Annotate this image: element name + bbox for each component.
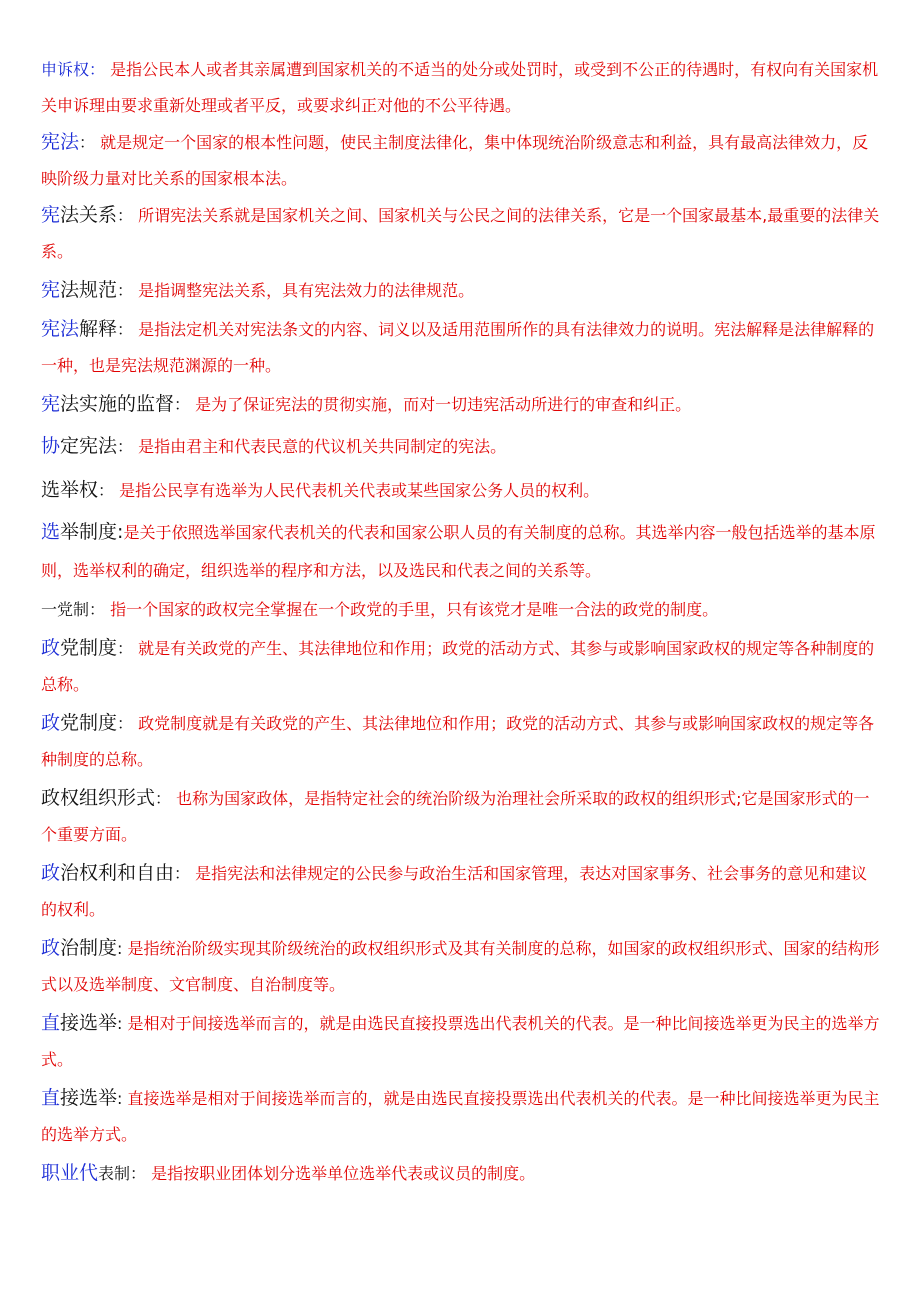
- term-highlight: 政: [41, 937, 61, 959]
- definition-text: 是为了保证宪法的贯彻实施，而对一切违宪活动所进行的审查和纠正。: [195, 395, 692, 414]
- term-rest: 党制度: [60, 712, 118, 734]
- definition-text: 是指宪法和法律规定的公民参与政治生活和国家管理，表达对国家事务、社会事务的意见和建议的权利。: [41, 864, 868, 919]
- definition-text: 是指调整宪法关系，具有宪法效力的法律规范。: [138, 281, 475, 300]
- term-highlight: 政: [41, 862, 61, 884]
- term-highlight: 申诉权: [41, 60, 90, 79]
- entry-party-system-2: [41, 705, 882, 778]
- term-rest: 政权组织形式: [41, 787, 156, 809]
- term-highlight: 宪法: [41, 318, 80, 340]
- entry-right-to-vote: [41, 470, 882, 511]
- entry-direct-election-1: [41, 1005, 882, 1078]
- entry-occupational-representation: [41, 1155, 882, 1192]
- entry-form-of-government: [41, 780, 882, 853]
- term-rest: 治权利和自由: [60, 862, 175, 884]
- term-rest: 法规范: [60, 279, 118, 301]
- term-rest: 定宪法: [60, 435, 118, 457]
- term-separator: :: [117, 1014, 123, 1033]
- term-separator: ：: [130, 1164, 147, 1183]
- definition-text: 是关于依照选举国家代表机关的代表和国家公职人员的有关制度的总称。其选举内容一般包括选举的基本原则，选举权利的确定，组织选举的程序和方法，以及选民和代表之间的关系等。: [41, 523, 876, 580]
- term-separator: ：: [174, 864, 191, 883]
- term-rest: 接选举: [60, 1012, 118, 1034]
- term-highlight: 选: [41, 521, 61, 543]
- term-rest: 党制度: [60, 637, 118, 659]
- term-separator: ：: [117, 714, 134, 733]
- term-separator: :: [117, 1089, 123, 1108]
- term-rest: 法关系: [60, 204, 118, 226]
- term-separator: ：: [89, 600, 106, 619]
- entry-constitutional-relation: [41, 197, 882, 270]
- term-highlight: 宪法: [41, 131, 80, 153]
- term-rest: 举制度: [60, 521, 118, 543]
- term-separator: ：: [117, 281, 134, 300]
- term-separator: ：: [117, 206, 134, 225]
- term-separator: :: [117, 521, 124, 543]
- term-separator: :: [117, 939, 123, 958]
- term-separator: ：: [117, 639, 134, 658]
- entry-constitutional-supervision: [41, 386, 882, 423]
- term-highlight: 宪: [41, 279, 61, 301]
- definition-text: 也称为国家政体，是指特定社会的统治阶级为治理社会所采取的政权的组织形式;它是国家形式的一个重要方面。: [41, 789, 870, 844]
- entry-political-rights: [41, 855, 882, 928]
- entry-political-system: [41, 930, 882, 1003]
- term-rest: 解释: [79, 318, 118, 340]
- term-separator: ：: [79, 133, 96, 152]
- term-separator: ：: [98, 481, 115, 500]
- definition-text: 是指法定机关对宪法条文的内容、词义以及适用范围所作的具有法律效力的说明。宪法解释是法律解释的一种，也是宪法规范渊源的一种。: [41, 320, 875, 375]
- term-highlight: 协: [41, 435, 61, 457]
- entry-constitutional-interpretation: [41, 311, 882, 384]
- definition-text: 就是规定一个国家的根本性问题，使民主制度法律化，集中体现统治阶级意志和利益，具有最高法律效力，反映阶级力量对比关系的国家根本法。: [41, 133, 869, 188]
- term-separator: ：: [174, 395, 191, 414]
- term-highlight: 政: [41, 712, 61, 734]
- term-rest: 选举权: [41, 479, 99, 501]
- definition-text: 政党制度就是有关政党的产生、其法律地位和作用；政党的活动方式、其参与或影响国家政权的规定等各种制度的总称。: [41, 714, 875, 769]
- term-rest: 接选举: [60, 1087, 118, 1109]
- entry-appeal-right: [41, 52, 882, 124]
- definition-text: 是指公民本人或者其亲属遭到国家机关的不适当的处分或处罚时，或受到不公正的待遇时，有权向有关国家机关申诉理由要求重新处理或者平反，或要求纠正对他的不公平待遇。: [41, 60, 879, 115]
- definition-text: 就是有关政党的产生、其法律地位和作用；政党的活动方式、其参与或影响国家政权的规定等各种制度的总称。: [41, 639, 875, 694]
- entry-party-system-1: [41, 630, 882, 703]
- definition-text: 所谓宪法关系就是国家机关之间、国家机关与公民之间的法律关系，它是一个国家最基本,最重要的法律关系。: [41, 206, 880, 261]
- definition-text: 指一个国家的政权完全掌握在一个政党的手里，只有该党才是唯一合法的政党的制度。: [110, 600, 719, 619]
- definition-text: 是指统治阶级实现其阶级统治的政权组织形式及其有关制度的总称，如国家的政权组织形式、国家的结构形式以及选举制度、文官制度、自治制度等。: [41, 939, 880, 994]
- term-separator: ：: [117, 437, 134, 456]
- definition-text: 是相对于间接选举而言的，就是由选民直接投票选出代表机关的代表。是一种比间接选举更为民主的选举方式。: [41, 1014, 880, 1069]
- entry-one-party-system: [41, 592, 882, 628]
- definition-text: 是指公民享有选举为人民代表机关代表或某些国家公务人员的权利。: [119, 481, 600, 500]
- term-highlight: 宪: [41, 204, 61, 226]
- term-rest: 一党制: [41, 600, 90, 619]
- entry-constitutional-norm: [41, 272, 882, 309]
- definition-text: 是指按职业团体划分选举单位选举代表或议员的制度。: [151, 1164, 536, 1183]
- definition-text: 是指由君主和代表民意的代议机关共同制定的宪法。: [138, 437, 507, 456]
- entry-constitution: [41, 124, 882, 197]
- term-rest: 表制: [98, 1164, 131, 1183]
- definition-text: 直接选举是相对于间接选举而言的，就是由选民直接投票选出代表机关的代表。是一种比间接选举更为民主的选举方式。: [41, 1089, 880, 1144]
- entry-direct-election-2: [41, 1080, 882, 1153]
- entry-agreed-constitution: [41, 425, 882, 468]
- term-rest: 法实施的监督: [60, 393, 175, 415]
- entry-election-system: [41, 513, 882, 590]
- term-highlight: 职业代: [41, 1162, 99, 1184]
- term-highlight: 宪: [41, 393, 61, 415]
- term-rest: 治制度: [60, 937, 118, 959]
- term-separator: ：: [117, 320, 134, 339]
- term-separator: ：: [155, 789, 172, 808]
- term-highlight: 直: [41, 1087, 61, 1109]
- term-highlight: 政: [41, 637, 61, 659]
- term-highlight: 直: [41, 1012, 61, 1034]
- term-separator: ：: [89, 60, 106, 79]
